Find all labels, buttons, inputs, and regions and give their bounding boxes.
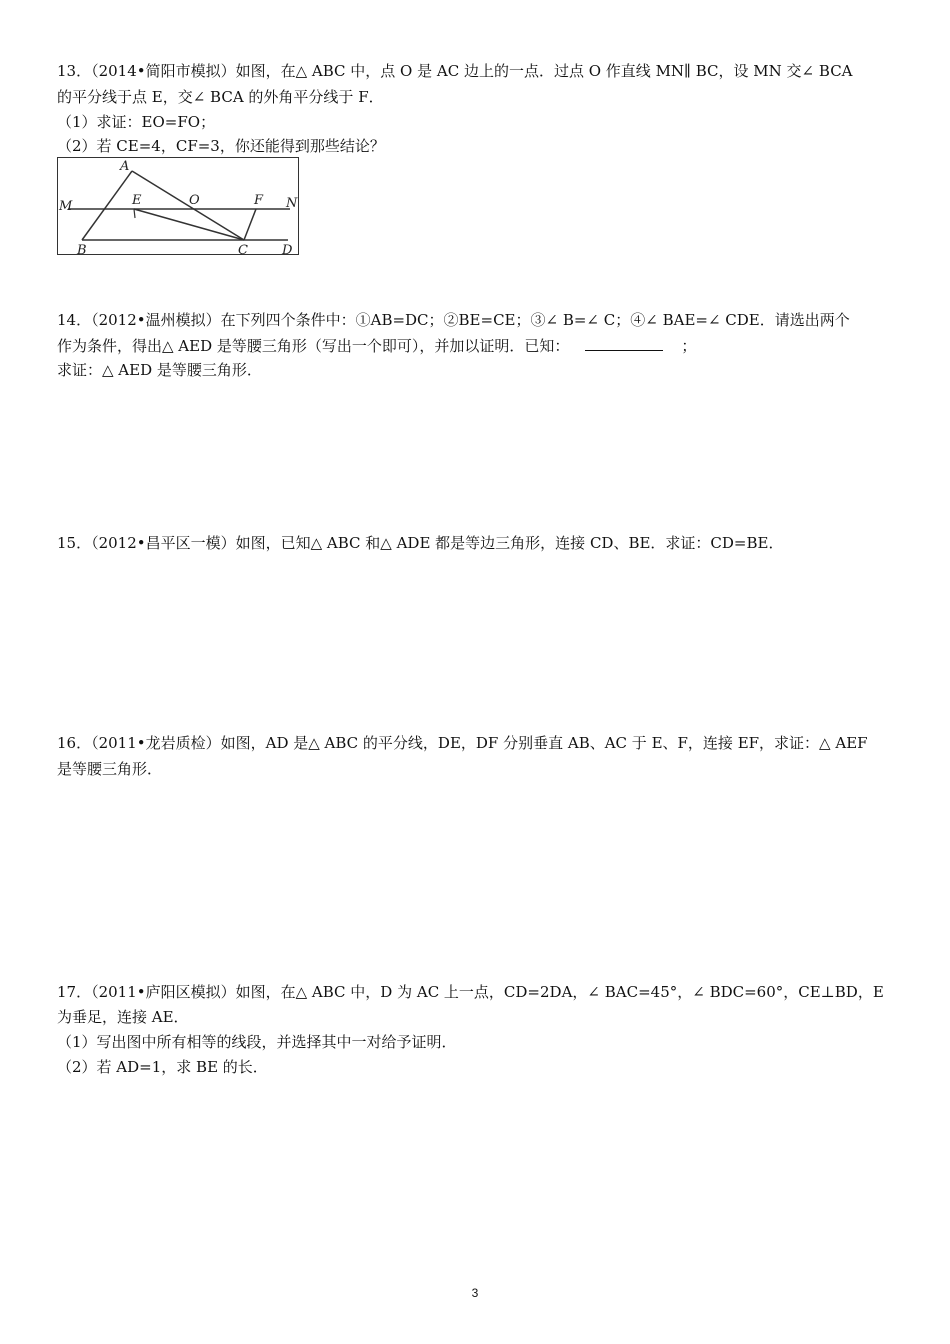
segment-e-tick <box>134 209 135 218</box>
label-m: M <box>59 199 73 214</box>
problem-13-line-2: 的平分线于点 E，交∠ BCA 的外角平分线于 F． <box>57 88 384 106</box>
problem-17-question-2: （2）若 AD=1，求 BE 的长． <box>57 1058 268 1076</box>
segment-fc <box>244 209 256 240</box>
problem-17-line-2: 为垂足，连接 AE． <box>57 1008 189 1026</box>
problem-14-line-1: 14．（2012•温州模拟）在下列四个条件中：①AB=DC；②BE=CE；③∠ B=∠ C；④∠ BAE=∠ CDE．请选出两个 <box>57 311 850 329</box>
page-number: 3 <box>471 1286 479 1300</box>
problem-17-question-1: （1）写出图中所有相等的线段，并选择其中一对给予证明． <box>57 1033 457 1051</box>
label-o: O <box>189 193 200 208</box>
problem-13-question-1: （1）求证：EO=FO； <box>57 113 216 131</box>
problem-14-line-2-text: 作为条件，得出△ AED 是等腰三角形（写出一个即可），并加以证明．已知： <box>57 337 570 355</box>
problem-13-line-1: 13．（2014•简阳市模拟）如图，在△ ABC 中，点 O 是 AC 边上的一点．过点 O 作直线 MN∥ BC，设 MN 交∠ BCA <box>57 62 853 80</box>
problem-13-question-2: （2）若 CE=4，CF=3，你还能得到那些结论？ <box>57 137 385 155</box>
label-e: E <box>132 193 142 208</box>
problem-17-line-1: 17．（2011•庐阳区模拟）如图，在△ ABC 中，D 为 AC 上一点，CD=2DA，∠ BAC=45°，∠ BDC=60°，CE⊥BD，E <box>57 983 884 1001</box>
segment-ec <box>134 209 244 240</box>
geometry-diagram <box>58 158 298 254</box>
problem-16-line-1: 16．（2011•龙岩质检）如图，AD 是△ ABC 的平分线，DE，DF 分别垂直 AB、AC 于 E、F，连接 EF，求证：△ AEF <box>57 734 868 752</box>
problem-16-line-2: 是等腰三角形． <box>57 760 163 778</box>
problem-15-line-1: 15．（2012•昌平区一模）如图，已知△ ABC 和△ ADE 都是等边三角形，连接 CD、BE．求证：CD=BE． <box>57 534 784 552</box>
problem-14-line-3: 求证：△ AED 是等腰三角形． <box>57 361 262 379</box>
label-a: A <box>120 159 130 174</box>
label-b: B <box>77 243 87 254</box>
label-d: D <box>282 243 293 254</box>
label-f: F <box>254 193 264 208</box>
problem-13-figure <box>57 157 299 255</box>
label-c: C <box>238 243 248 254</box>
answer-blank[interactable] <box>585 336 663 351</box>
segment-ab <box>82 171 132 240</box>
problem-14-line-2-end: ； <box>681 337 697 355</box>
segment-ac <box>132 171 244 240</box>
problem-14-line-2 <box>57 336 696 356</box>
label-n: N <box>286 196 298 211</box>
